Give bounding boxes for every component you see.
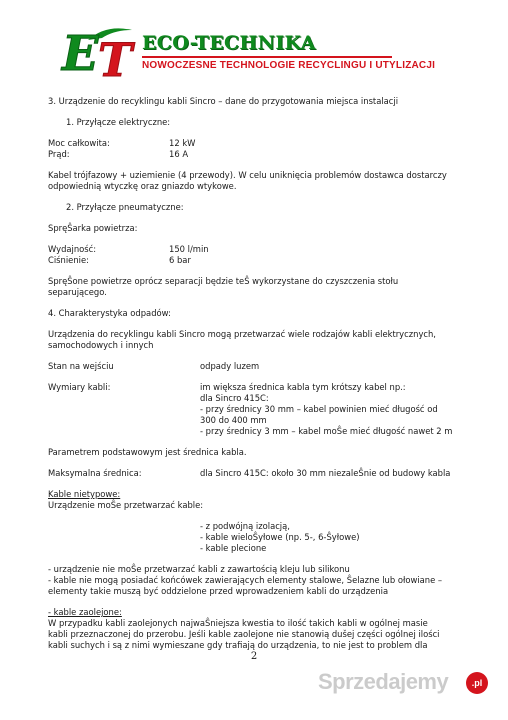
spec-label: Wydajność: <box>48 244 97 254</box>
svg-text:T: T <box>98 33 133 78</box>
subsection-electrical-title: 1. Przyłącze elektryczne: <box>66 117 171 127</box>
spec-value-line: dla Sincro 415C: <box>200 393 269 403</box>
spec-value: odpady luzem <box>200 361 260 371</box>
section-3-title: 3. Urządzenie do recyklingu kabli Sincro – dane do przygotowania miejsca instalacji <box>48 96 399 106</box>
paragraph-line: odpowiednią wtyczkę oraz gniazdo wtykowe. <box>48 181 237 191</box>
spec-value: 16 A <box>169 149 189 159</box>
paragraph-line: Kabel trójfazowy + uziemienie (4 przewody). W celu uniknięcia problemów dostawca dostarczy <box>48 170 447 180</box>
paragraph-line: Urządzenie moŜe przetwarzać kable: <box>48 500 204 510</box>
list-item: - kable wieloŜyłowe (np. 5-, 6-Ŝyłowe) <box>200 532 360 542</box>
paragraph-line: Parametrem podstawowym jest średnica kabla. <box>48 447 247 457</box>
watermark-badge: .pl <box>466 672 488 694</box>
watermark <box>318 669 488 708</box>
brand-name: ECO-TECHNIKA <box>142 32 316 54</box>
svg-text:E: E <box>62 26 99 78</box>
list-item: - urządzenie nie moŜe przetwarzać kabli z zawartością kleju lub silikonu <box>48 564 350 574</box>
paragraph-line: SpręŜone powietrze oprócz separacji będzie teŜ wykorzystane do czyszczenia stołu <box>48 276 399 286</box>
spec-value-line: - przy średnicy 3 mm – kabel moŜe mieć długość nawet 2 m <box>200 426 453 436</box>
company-logo <box>58 20 438 82</box>
list-item: elementy takie muszą być oddzielone przed wprowadzeniem kabli do urządzenia <box>48 586 389 596</box>
spec-row-capacity <box>48 244 468 255</box>
spec-value: 12 kW <box>169 138 196 148</box>
spec-row-power <box>48 138 468 149</box>
paragraph-line: Urządzenia do recyklingu kabli Sincro mogą przetwarzać wiele rodzajów kabli elektrycznych, <box>48 329 436 339</box>
paragraph-line: kabli przeznaczonej do przerobu. Jeśli kable zaolejone nie stanowią dušej części ogólnej ilości <box>48 629 440 639</box>
spec-row-input-state <box>48 361 468 372</box>
spec-row-pressure <box>48 255 468 266</box>
watermark-text: Sprzedajemy <box>318 669 449 694</box>
list-item: - kable plecione <box>200 543 267 553</box>
paragraph-line: kabli suchych i są z nimi wymieszane gdy trafiają do urządzenia, to nie jest to problem dla <box>48 640 428 650</box>
spec-label: Moc całkowita: <box>48 138 110 148</box>
spec-label: Prąd: <box>48 149 70 159</box>
subsection-pneumatic-title: 2. Przyłącze pneumatyczne: <box>66 202 184 212</box>
brand-tagline: NOWOCZESNE TECHNOLOGIE RECYCLINGU I UTYLIZACJI <box>142 60 436 71</box>
et-logo-mark-icon <box>58 20 138 78</box>
document-body <box>48 96 468 651</box>
atypical-cables-heading: Kable nietypowe: <box>48 489 121 499</box>
page-number: 2 <box>250 651 258 662</box>
oiled-cables-heading: - kable zaolejone: <box>48 607 122 617</box>
spec-value: dla Sincro 415C: około 30 mm niezaleŜnie od budowy kabla <box>200 468 451 478</box>
section-4-title: 4. Charakterystyka odpadów: <box>48 308 171 318</box>
list-item: - kable nie mogą posiadać końcówek zawierających elementy stalowe, Ŝelazne lub ołowiane – <box>48 575 443 585</box>
spec-row-cable-dimensions <box>48 382 468 393</box>
spec-label: Wymiary kabli: <box>48 382 111 392</box>
spec-value: im większa średnica kabla tym krótszy kabel np.: <box>200 382 406 392</box>
paragraph-line: W przypadku kabli zaolejonych najwaŜniejsza kwestia to ilość takich kabli w ogólnej masie <box>48 618 428 628</box>
spec-label: Ciśnienie: <box>48 255 89 265</box>
paragraph-line: samochodowych i innych <box>48 340 154 350</box>
spec-value: 150 l/min <box>169 244 209 254</box>
spec-label: Maksymalna średnica: <box>48 468 142 478</box>
spec-row-current <box>48 149 468 160</box>
spec-value-line: - przy średnicy 30 mm – kabel powinien mieć długość od <box>200 404 438 414</box>
spec-value: 6 bar <box>169 255 191 265</box>
paragraph-line: separującego. <box>48 287 107 297</box>
spec-label: Stan na wejściu <box>48 361 114 371</box>
compressor-label: SpręŜarka powietrza: <box>48 223 138 233</box>
list-item: - z podwójną izolacją, <box>200 521 290 531</box>
logo-divider <box>142 56 392 58</box>
spec-row-max-diameter <box>48 468 468 479</box>
spec-value-line: 300 do 400 mm <box>200 415 267 425</box>
